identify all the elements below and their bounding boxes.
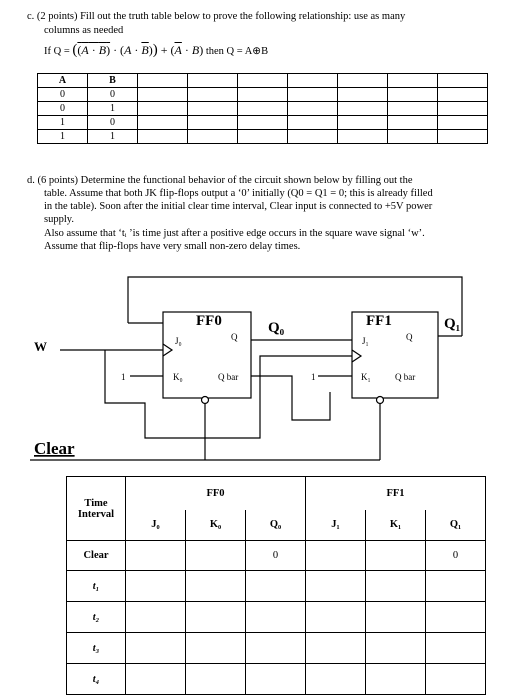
- table-row: [67, 571, 486, 602]
- col-k1: K₁: [366, 510, 426, 541]
- j1-pin: J₁: [362, 336, 369, 346]
- q0-label: Q₀: [268, 320, 285, 336]
- clear-label: Clear: [34, 439, 75, 458]
- w-label: W: [34, 339, 47, 354]
- q1-cell: [426, 633, 486, 664]
- time-interval-header: Time Interval: [67, 477, 126, 541]
- cell-b: 1: [88, 130, 138, 144]
- row-label: Clear: [67, 541, 126, 571]
- ff1-header: FF1: [306, 477, 486, 510]
- cell-a: 1: [38, 130, 88, 144]
- cell-a: 0: [38, 102, 88, 116]
- col-j1: J₁: [306, 510, 366, 541]
- row-label: t₁: [67, 571, 126, 602]
- cell-b: 1: [88, 102, 138, 116]
- equation-if: If Q =: [44, 46, 73, 57]
- cell-a: 1: [38, 116, 88, 130]
- k1-const: 1: [311, 372, 316, 382]
- col-q1: Q₁: [426, 510, 486, 541]
- ff1-box: [352, 312, 438, 398]
- col-q0: Q₀: [246, 510, 306, 541]
- ff1-title: FF1: [366, 313, 392, 329]
- q1-cell: [426, 571, 486, 602]
- truth-table-header: A: [38, 74, 88, 88]
- partc-heading: c. (2 points) Fill out the truth table below to prove the following relationship: use as many: [27, 11, 406, 22]
- q-pin-ff1: Q: [406, 332, 413, 342]
- table-row: [67, 541, 486, 571]
- equation-then: then Q = A⊕B: [203, 46, 269, 57]
- row-label: t₄: [67, 664, 126, 695]
- partd-line-5: Also assume that ‘tᵢ ’is time just after a positive edge occurs in the square wave signal ‘w’.: [44, 228, 425, 239]
- k0-pin: K₀: [173, 372, 183, 382]
- cell-a: 0: [38, 88, 88, 102]
- qbar-pin-ff1: Q bar: [395, 372, 416, 382]
- truth-table-header: B: [88, 74, 138, 88]
- j0-pin: J₀: [175, 336, 182, 346]
- cell-b: 0: [88, 88, 138, 102]
- qbar-pin-ff0: Q bar: [218, 372, 239, 382]
- partd-line-2: table. Assume that both JK flip-flops output a ‘0’ initially (Q0 = Q1 = 0; this is already filled: [44, 188, 433, 199]
- feedback-wire: [128, 277, 462, 336]
- equation-expression: ((A · B) · (A · B)) + (A · B): [72, 42, 204, 58]
- q0-cell: [246, 633, 306, 664]
- q1-label: Q₁: [444, 316, 461, 332]
- q0-cell: 0: [246, 541, 306, 571]
- q1-cell: 0: [426, 541, 486, 571]
- q1-cell: [426, 602, 486, 633]
- partd-line-4: supply.: [44, 214, 74, 225]
- table-row: [67, 602, 486, 633]
- ff0-header: FF0: [126, 477, 306, 510]
- partd-line-6: Assume that flip-flops have very small non-zero delay times.: [44, 241, 301, 252]
- row-label: t₃: [67, 633, 126, 664]
- cell-b: 0: [88, 116, 138, 130]
- ff0-title: FF0: [196, 313, 222, 329]
- q1-cell: [426, 664, 486, 695]
- q-pin-ff0: Q: [231, 332, 238, 342]
- partd-line-3: in the table). Soon after the initial clear time interval, Clear input is connected to +5V power: [44, 201, 433, 212]
- k0-const: 1: [121, 372, 126, 382]
- partc-heading-cont: columns as needed: [44, 25, 124, 36]
- q0-cell: [246, 602, 306, 633]
- col-j0: J₀: [126, 510, 186, 541]
- table-row: [67, 633, 486, 664]
- partd-line-1: d. (6 points) Determine the functional behavior of the circuit shown below by filling out the: [27, 175, 413, 186]
- row-label: t₂: [67, 602, 126, 633]
- q0-cell: [246, 571, 306, 602]
- state-table: [66, 476, 486, 695]
- col-k0: K₀: [186, 510, 246, 541]
- k1-pin: K₁: [361, 372, 371, 382]
- q0-cell: [246, 664, 306, 695]
- table-row: [67, 664, 486, 695]
